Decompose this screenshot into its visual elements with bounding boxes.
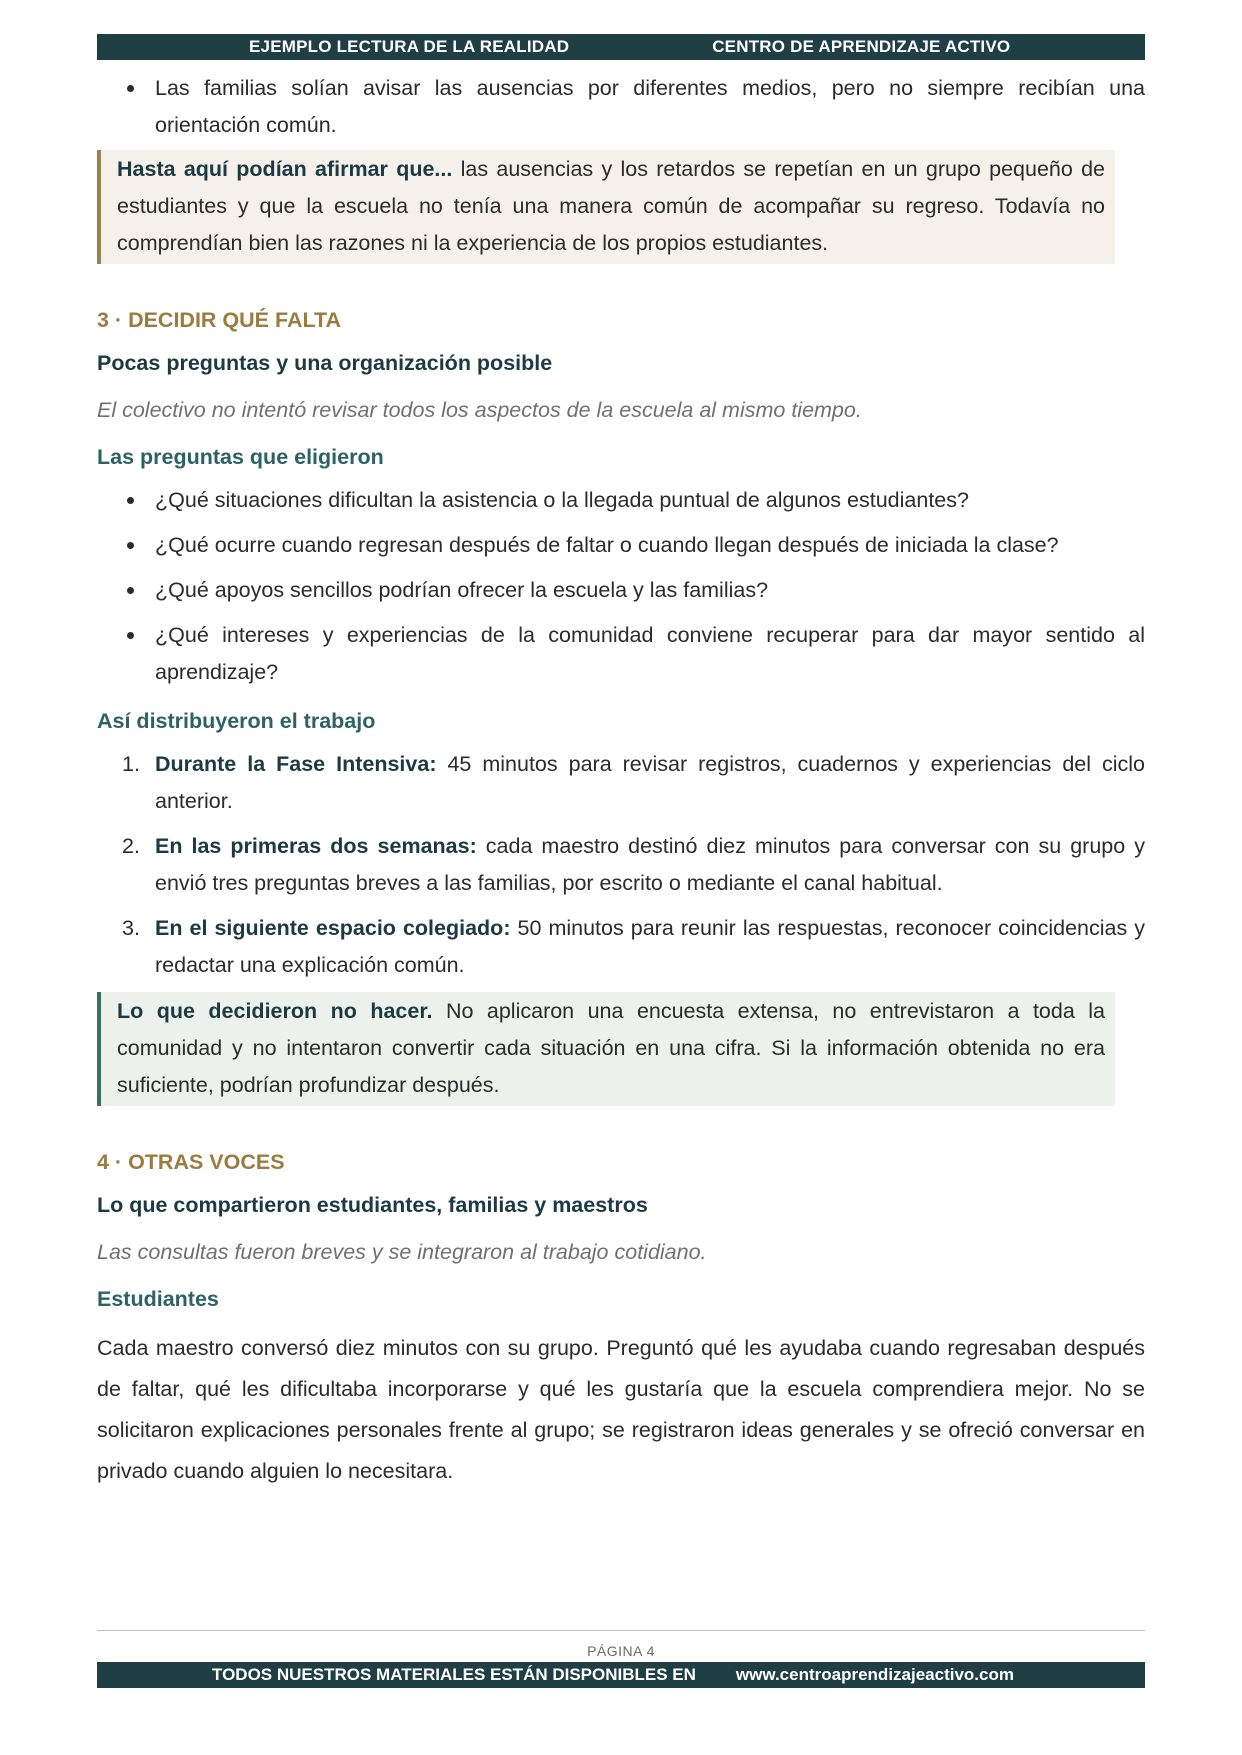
students-paragraph: Cada maestro conversó diez minutos con su grupo. Preguntó qué les ayudaba cuando regresaban después de faltar, qué les dificultaba incorporarse y qué les gustaría que la escuela comprendiera mejor. No se solicitaron explicaciones personales frente al grupo; se registraron ideas generales y se ofreció conversar en privado cuando alguien lo necesitara. <box>97 1336 1145 1483</box>
list-item: Las familias solían avisar las ausencias por diferentes medios, pero no siempre recibían una orientación común. <box>97 70 1145 144</box>
footer-banner <box>97 1662 1145 1688</box>
intro-bullet-list <box>97 70 1145 144</box>
subheading-questions: Las preguntas que eligieron <box>97 445 384 469</box>
document-page <box>97 34 1145 1492</box>
list-item: 1. Durante la Fase Intensiva: 45 minutos para revisar registros, cuadernos y experiencias del ciclo anterior. <box>122 752 1146 813</box>
bullet-icon <box>127 85 134 92</box>
footer-divider <box>97 1630 1145 1631</box>
section-title: Pocas preguntas y una organización posible <box>97 351 553 375</box>
header-title: EJEMPLO LECTURA DE LA REALIDAD <box>249 37 570 56</box>
bullet-icon <box>127 632 134 639</box>
footer-text: TODOS NUESTROS MATERIALES ESTÁN DISPONIBLES EN <box>212 1665 696 1684</box>
callout-findings <box>97 150 1115 264</box>
questions-list <box>97 482 1145 691</box>
callout-lead: Hasta aquí podían afirmar que... <box>117 157 453 181</box>
list-item: ¿Qué ocurre cuando regresan después de faltar o cuando llegan después de iniciada la clase? <box>97 527 1145 564</box>
footer-website-link[interactable]: www.centroaprendizajeactivo.com <box>735 1665 1014 1684</box>
section-lead: El colectivo no intentó revisar todos los aspectos de la escuela al mismo tiempo. <box>97 398 862 422</box>
callout-lead: Lo que decidieron no hacer. <box>117 999 433 1023</box>
header-banner <box>97 34 1145 60</box>
list-item: ¿Qué apoyos sencillos podrían ofrecer la escuela y las familias? <box>97 572 1145 609</box>
work-steps-list <box>97 746 1145 984</box>
callout-not-done <box>97 992 1115 1106</box>
subheading-work: Así distribuyeron el trabajo <box>97 709 376 733</box>
list-item: 3. En el siguiente espacio colegiado: 50 minutos para reunir las respuestas, reconocer coincidencias y redactar una explicación común. <box>122 916 1145 977</box>
callout-text: No aplicaron una encuesta extensa, no entrevistaron a toda la comunidad y no intentaron convertir cada situación en una cifra. Si la información obtenida no era suficiente, podrían profundizar después. <box>117 999 1105 1097</box>
header-organization: CENTRO DE APRENDIZAJE ACTIVO <box>712 37 1011 56</box>
section-number: 3 · DECIDIR QUÉ FALTA <box>97 308 342 332</box>
subheading-students: Estudiantes <box>97 1287 219 1311</box>
bullet-icon <box>127 587 134 594</box>
bullet-icon <box>127 542 134 549</box>
section-lead: Las consultas fueron breves y se integraron al trabajo cotidiano. <box>97 1240 707 1264</box>
section-number: 4 · OTRAS VOCES <box>97 1150 285 1174</box>
list-item: ¿Qué situaciones dificultan la asistencia o la llegada puntual de algunos estudiantes? <box>97 482 1145 519</box>
list-item: ¿Qué intereses y experiencias de la comunidad conviene recuperar para dar mayor sentido al aprendizaje? <box>97 617 1145 691</box>
callout-text: las ausencias y los retardos se repetían en un grupo pequeño de estudiantes y que la escuela no tenía una manera común de acompañar su regreso. Todavía no comprendían bien las razones ni la experiencia de los propios estudiantes. <box>117 157 1105 255</box>
bullet-icon <box>127 497 134 504</box>
section-title: Lo que compartieron estudiantes, familias y maestros <box>97 1193 648 1217</box>
page-number: PÁGINA 4 <box>587 1643 655 1659</box>
list-item: 2. En las primeras dos semanas: cada maestro destinó diez minutos para conversar con su grupo y envió tres preguntas breves a las familias, por escrito o mediante el canal habitual. <box>122 834 1145 895</box>
